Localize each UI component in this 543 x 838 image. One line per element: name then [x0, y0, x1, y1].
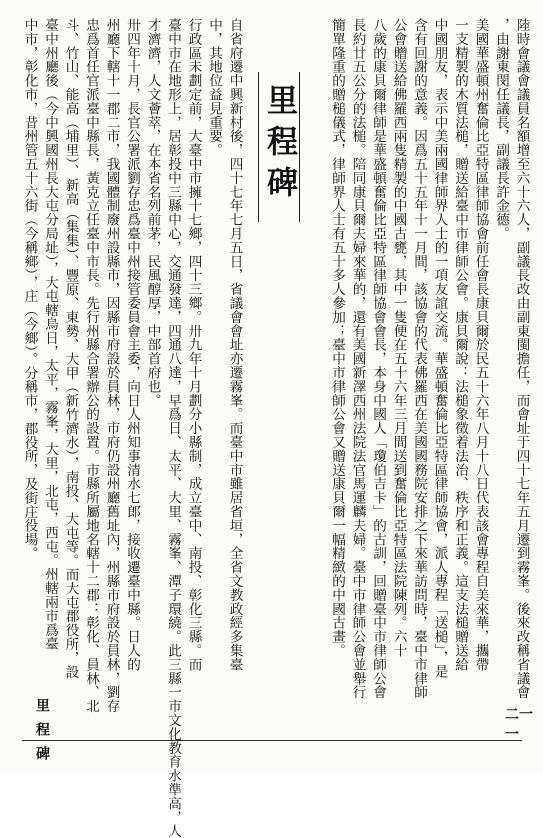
text-column: 中，其地位益見重要。 [206, 18, 223, 157]
text-column: 斗、竹山、能高（埔里）、新高（集集）、豐原、東勢、大甲（新竹濟水），南投、大屯等。而大屯郡役所，設 [62, 18, 79, 679]
text-column: 公會贈送給佛羅西兩隻精製的中國古甕，其中一隻便在五十六年三月間送到奮倫比亞特區法院陳列。六十 [390, 18, 407, 658]
text-column: 陸時會議會議員名額增至六十六人，副議長改由副東閩擔任，而會址于四十七年五月遷到霧峯。後來改稱省議會 [513, 18, 530, 700]
text-column: 中市，彰化市，昔州管五十六街（今稱鄉），庄（今鄉）。分稱市，郡役所，及街庄役場。 [21, 18, 38, 561]
text-column: 臺中州廳後（今中興國州長大屯分局址），大屯轄烏日，太平，霧峯，大里，北屯，西屯。州轄兩市爲臺 [42, 18, 59, 651]
section-title: 里程碑 [261, 84, 297, 207]
text-column: 一支精製的木質法槌，贈送給臺中市律師公會。康貝爾說：法槌象徵着法治、秩序和正義。這支法槌贈送給 [452, 18, 469, 672]
text-column: 忠爲首任官派臺中縣長，黃克立任臺中市長。先行州縣合署辦公的設置。市縣所屬地名轄十二郡：彰化、員林、北 [83, 18, 100, 713]
text-column: 簡單隆重的贈槌儀式，律師界人士有五十多人參加；臺中市律師公會又贈送康貝爾一幅精緻的中國古畫。 [329, 18, 346, 658]
text-column: 美國華盛頓州奮倫比亞特區律師協會前任會長康貝爾於民五十六年八月十八日代表該會專程自美來華，攜帶 [472, 18, 489, 672]
text-column: 才濟濟，人文薈萃，在本省名列前茅，民風醇厚，中部首府也。 [144, 18, 161, 408]
text-column: 長約廿五公分的法槌。陪同康貝爾夫婦來華的，還有美國新澤西州法院法官馬運麟夫婦。臺中市律師公會並舉行 [349, 18, 366, 700]
text-column: 八歲的康貝爾律師是華盛頓奮倫比亞特區律師協會會長，本身中國人「瓊伯吉卡」的古訓，回贈臺中市律師公會 [370, 18, 387, 700]
text-column: 臺中市在地形上，居彰投中三縣中心，交通發達，四通八達，早爲日、太平、大里、霧峯、潭子環繞。此三縣一市文化教育水準高，人 [165, 18, 182, 838]
text-column: 州廳下轄十一郡二市，我國體制廢州設縣市，因縣市府設於員林，市府仍設州廳舊址內，州縣市府設於員林，劉存 [103, 18, 120, 713]
bottom-rule [22, 740, 522, 741]
text-column: 行政區未劃定前，大臺中市擁十七鄉，四十三鄉。卅九年十月劃分小縣制，成立臺中、南投、彰化三縣。而 [185, 18, 202, 672]
text-column: 中國朋友，表示中美兩國律師界人士的一項友誼交流。華盛頓奮倫比亞特區律師協會，派人專程「送槌」，是 [431, 18, 448, 679]
text-column: ，由謝東閔任議長，副議長許金德。 [493, 18, 510, 241]
text-column: 自省府遷中興新村後，四十七年七月五日，省議會會址亦遷霧峯。而臺中市雖居省垣，全省文教政經多集臺 [226, 18, 243, 672]
running-title: 里程碑 [34, 698, 50, 770]
page-number: 二一一 [505, 707, 533, 743]
text-column: 卅四年十月，長官公署派劉存忠爲臺中州接管委員會主委，向日人州知事清水七郎，接收遷臺中縣。日人的 [124, 18, 141, 672]
text-column: 含有回謝的意義。因爲五十五年十一月間，該協會的代表佛羅西在美國國務院安排之下來華訪問時，臺中市律師 [411, 18, 428, 700]
